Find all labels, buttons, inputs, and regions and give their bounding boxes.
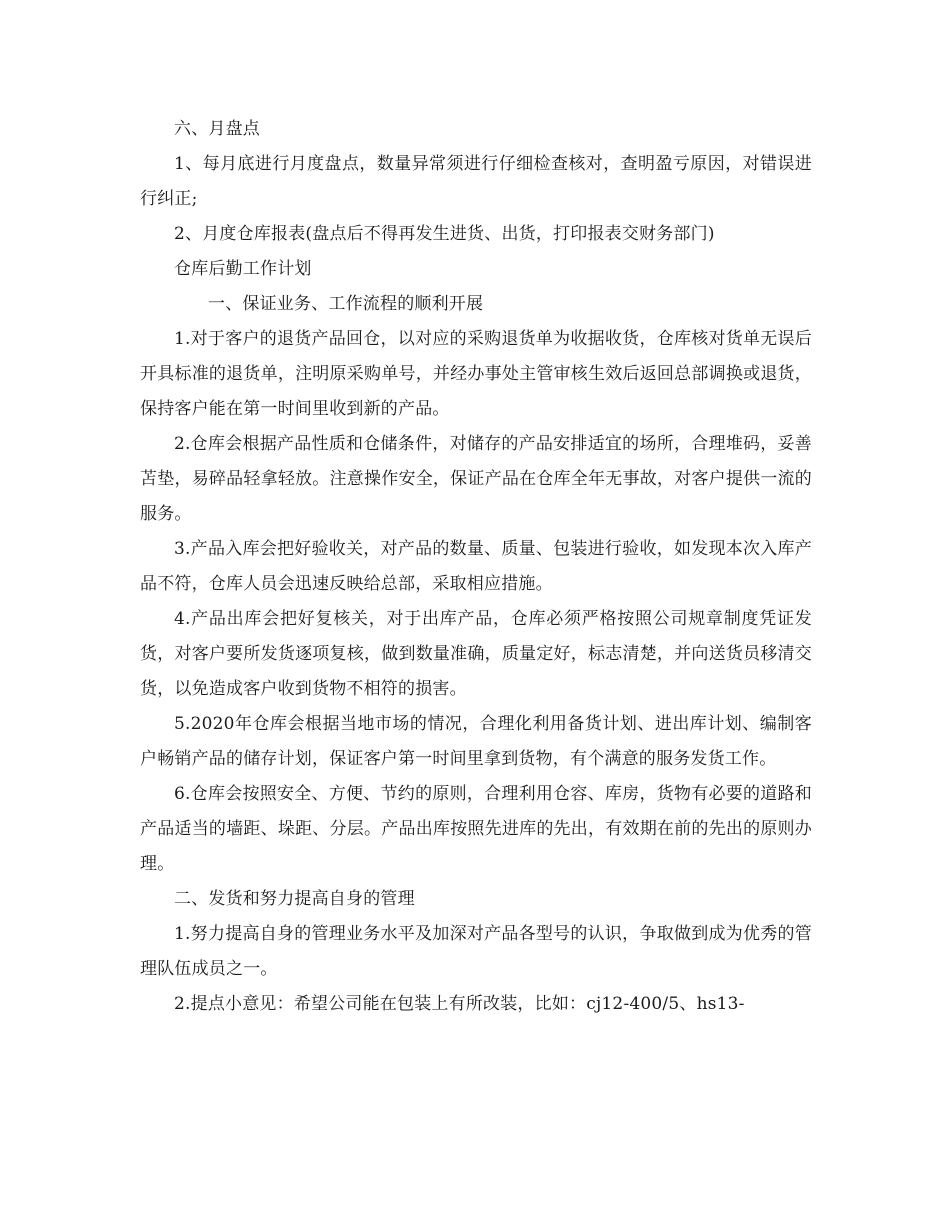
heading-monthly-check: 六、月盘点 (174, 119, 260, 139)
section-one-item-2: 2.仓库会根据产品性质和仓储条件，对储存的产品安排适宜的场所，合理堆码，妥善苫垫，易碎品轻拿轻放。注意操作安全，保证产品在仓库全年无事故，对客户提供一流的服务。 (140, 434, 812, 524)
section-two-item-2: 2.提点小意见：希望公司能在包装上有所改装，比如：cj12-400/5、hs13- (174, 994, 745, 1014)
section-one-item-3: 3.产品入库会把好验收关，对产品的数量、质量、包装进行验收，如发现本次入库产品不符，仓库人员会迅速反映给总部，采取相应措施。 (140, 539, 812, 594)
section-two-heading: 二、发货和努力提高自身的管理 (174, 889, 415, 909)
section-one-item-5: 5.2020年仓库会根据当地市场的情况，合理化利用备货计划、进出库计划、编制客户畅销产品的储存计划，保证客户第一时间里拿到货物，有个满意的服务发货工作。 (140, 714, 812, 769)
document-body (140, 112, 812, 1022)
paragraph-monthly-2: 2、月度仓库报表(盘点后不得再发生进货、出货，打印报表交财务部门) (174, 224, 715, 244)
section-one-item-4: 4.产品出库会把好复核关，对于出库产品，仓库必须严格按照公司规章制度凭证发货，对客户要所发货逐项复核，做到数量准确，质量定好，标志清楚，并向送货员移清交货，以免造成客户收到货物不相符的损害。 (140, 609, 812, 699)
section-two-item-1: 1.努力提高自身的管理业务水平及加深对产品各型号的认识，争取做到成为优秀的管理队伍成员之一。 (140, 924, 812, 979)
section-one-item-1: 1.对于客户的退货产品回仓，以对应的采购退货单为收据收货，仓库核对货单无误后开具标准的退货单，注明原采购单号，并经办事处主管审核生效后返回总部调换或退货，保持客户能在第一时间里收到新的产品。 (140, 329, 812, 419)
paragraph-monthly-1: 1、每月底进行月度盘点，数量异常须进行仔细检查核对，查明盈亏原因，对错误进行纠正; (140, 154, 812, 209)
plan-title: 仓库后勤工作计划 (174, 259, 312, 279)
section-one-item-6: 6.仓库会按照安全、方便、节约的原则，合理利用仓容、库房，货物有必要的道路和产品适当的墙距、垛距、分层。产品出库按照先进库的先出，有效期在前的先出的原则办理。 (140, 784, 812, 874)
section-one-heading: 一、保证业务、工作流程的顺利开展 (208, 294, 484, 314)
